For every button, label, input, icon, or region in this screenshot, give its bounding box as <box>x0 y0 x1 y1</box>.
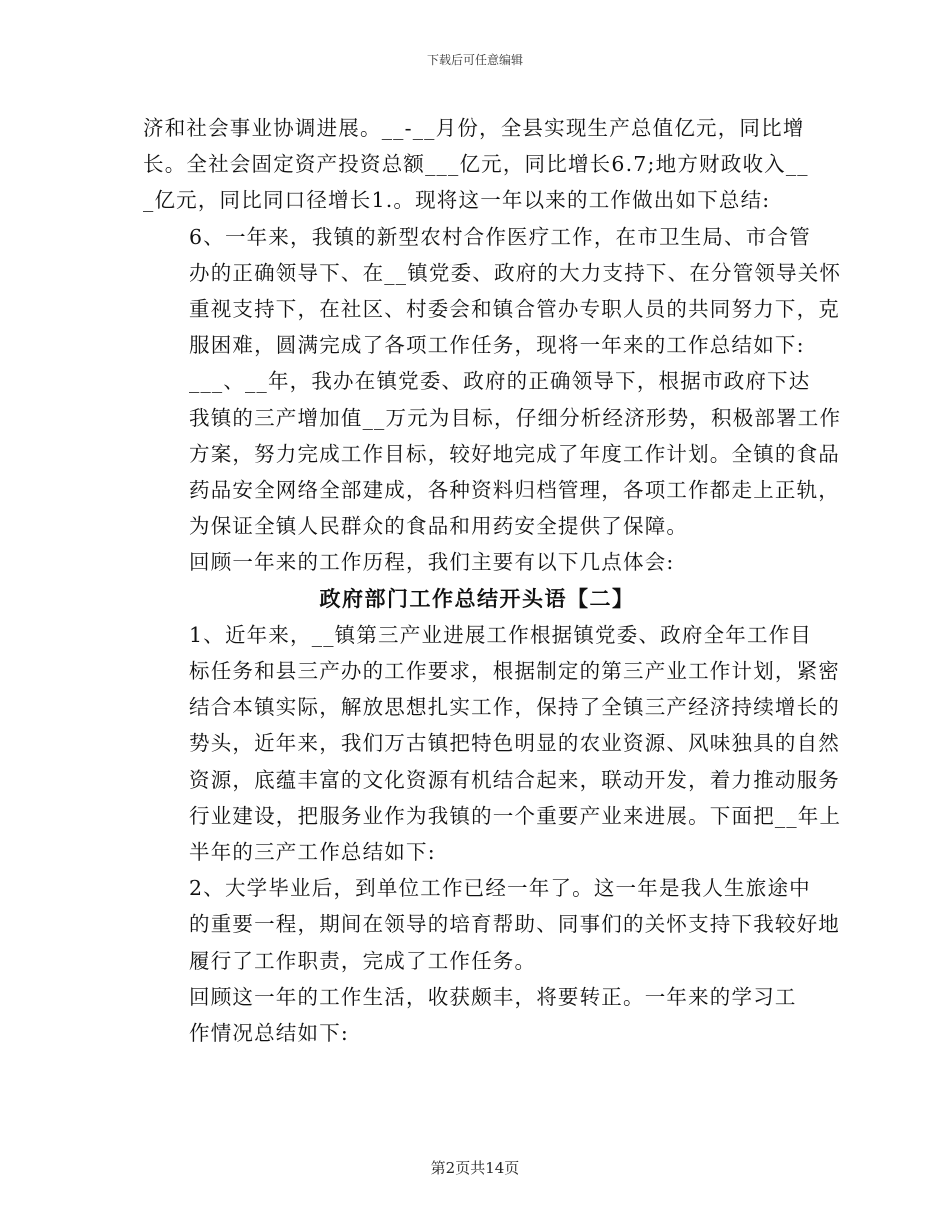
text-line: 结合本镇实际，解放思想扎实工作，保持了全镇三产经济持续增长的 <box>189 695 840 720</box>
paragraph-office-summary <box>143 363 842 544</box>
document-body <box>143 110 842 1051</box>
page-footer: 第2页共14页 <box>430 1159 520 1177</box>
text-line: 资源，底蕴丰富的文化资源有机结合起来，联动开发，着力推动服务 <box>189 767 840 792</box>
text-line: _亿元，同比同口径增长1.。现将这一年以来的工作做出如下总结: <box>143 188 771 213</box>
text-line: 1、近年来，__镇第三产业进展工作根据镇党委、政府全年工作目 <box>189 622 813 647</box>
paragraph-item-2 <box>143 870 840 979</box>
text-line: 作情况总结如下: <box>189 1021 350 1046</box>
text-line: 履行了工作职责，完成了工作任务。 <box>189 948 537 973</box>
text-line: 为保证全镇人民群众的食品和用药安全提供了保障。 <box>189 514 689 539</box>
paragraph-item-6 <box>143 219 842 364</box>
text-line: 回顾这一年的工作生活，收获颇丰，将要转正。一年来的学习工 <box>189 984 797 1009</box>
text-line: 重视支持下，在社区、村委会和镇合管办专职人员的共同努力下，克 <box>189 297 840 322</box>
text-line: 势头，近年来，我们万古镇把特色明显的农业资源、风味独具的自然 <box>189 731 840 756</box>
text-line: 方案，努力完成工作目标，较好地完成了年度工作计划。全镇的食品 <box>189 441 840 466</box>
paragraph-review <box>143 544 811 580</box>
text-line: 行业建设，把服务业作为我镇的一个重要产业来进展。下面把__年上 <box>189 803 842 828</box>
text-line: 回顾一年来的工作历程，我们主要有以下几点体会: <box>189 550 675 575</box>
text-line: 标任务和县三产办的工作要求，根据制定的第三产业工作计划，紧密 <box>189 659 840 684</box>
text-line: 的重要一程，期间在领导的培育帮助、同事们的关怀支持下我较好地 <box>189 912 840 937</box>
text-line: 济和社会事业协调进展。__-__月份，全县实现生产总值亿元，同比增 <box>143 116 805 140</box>
paragraph-closing <box>143 979 811 1051</box>
text-line: 6、一年来，我镇的新型农村合作医疗工作，在市卫生局、市合管 <box>189 224 811 249</box>
paragraph-item-1 <box>143 617 842 870</box>
paragraph-intro <box>143 110 811 219</box>
section-heading: 政府部门工作总结开头语【二】 <box>319 585 635 611</box>
text-line: 长。全社会固定资产投资总额___亿元，同比增长6.7;地方财政收入__ <box>143 152 809 177</box>
text-line: 药品安全网络全部建成，各种资料归档管理，各项工作都走上正轨， <box>189 478 840 503</box>
text-line: 半年的三产工作总结如下: <box>189 840 436 865</box>
text-line: 我镇的三产增加值__万元为目标，仔细分析经济形势，积极部署工作 <box>189 405 842 430</box>
text-line: 2、大学毕业后，到单位工作已经一年了。这一年是我人生旅途中 <box>189 876 811 901</box>
text-line: 办的正确领导下、在__镇党委、政府的大力支持下、在分管领导关怀 <box>189 260 842 285</box>
text-line: 服困难，圆满完成了各项工作任务，现将一年来的工作总结如下: <box>189 333 805 358</box>
page-header: 下载后可任意编辑 <box>426 53 523 67</box>
text-line: ___、__年，我办在镇党委、政府的正确领导下，根据市政府下达 <box>189 369 811 394</box>
